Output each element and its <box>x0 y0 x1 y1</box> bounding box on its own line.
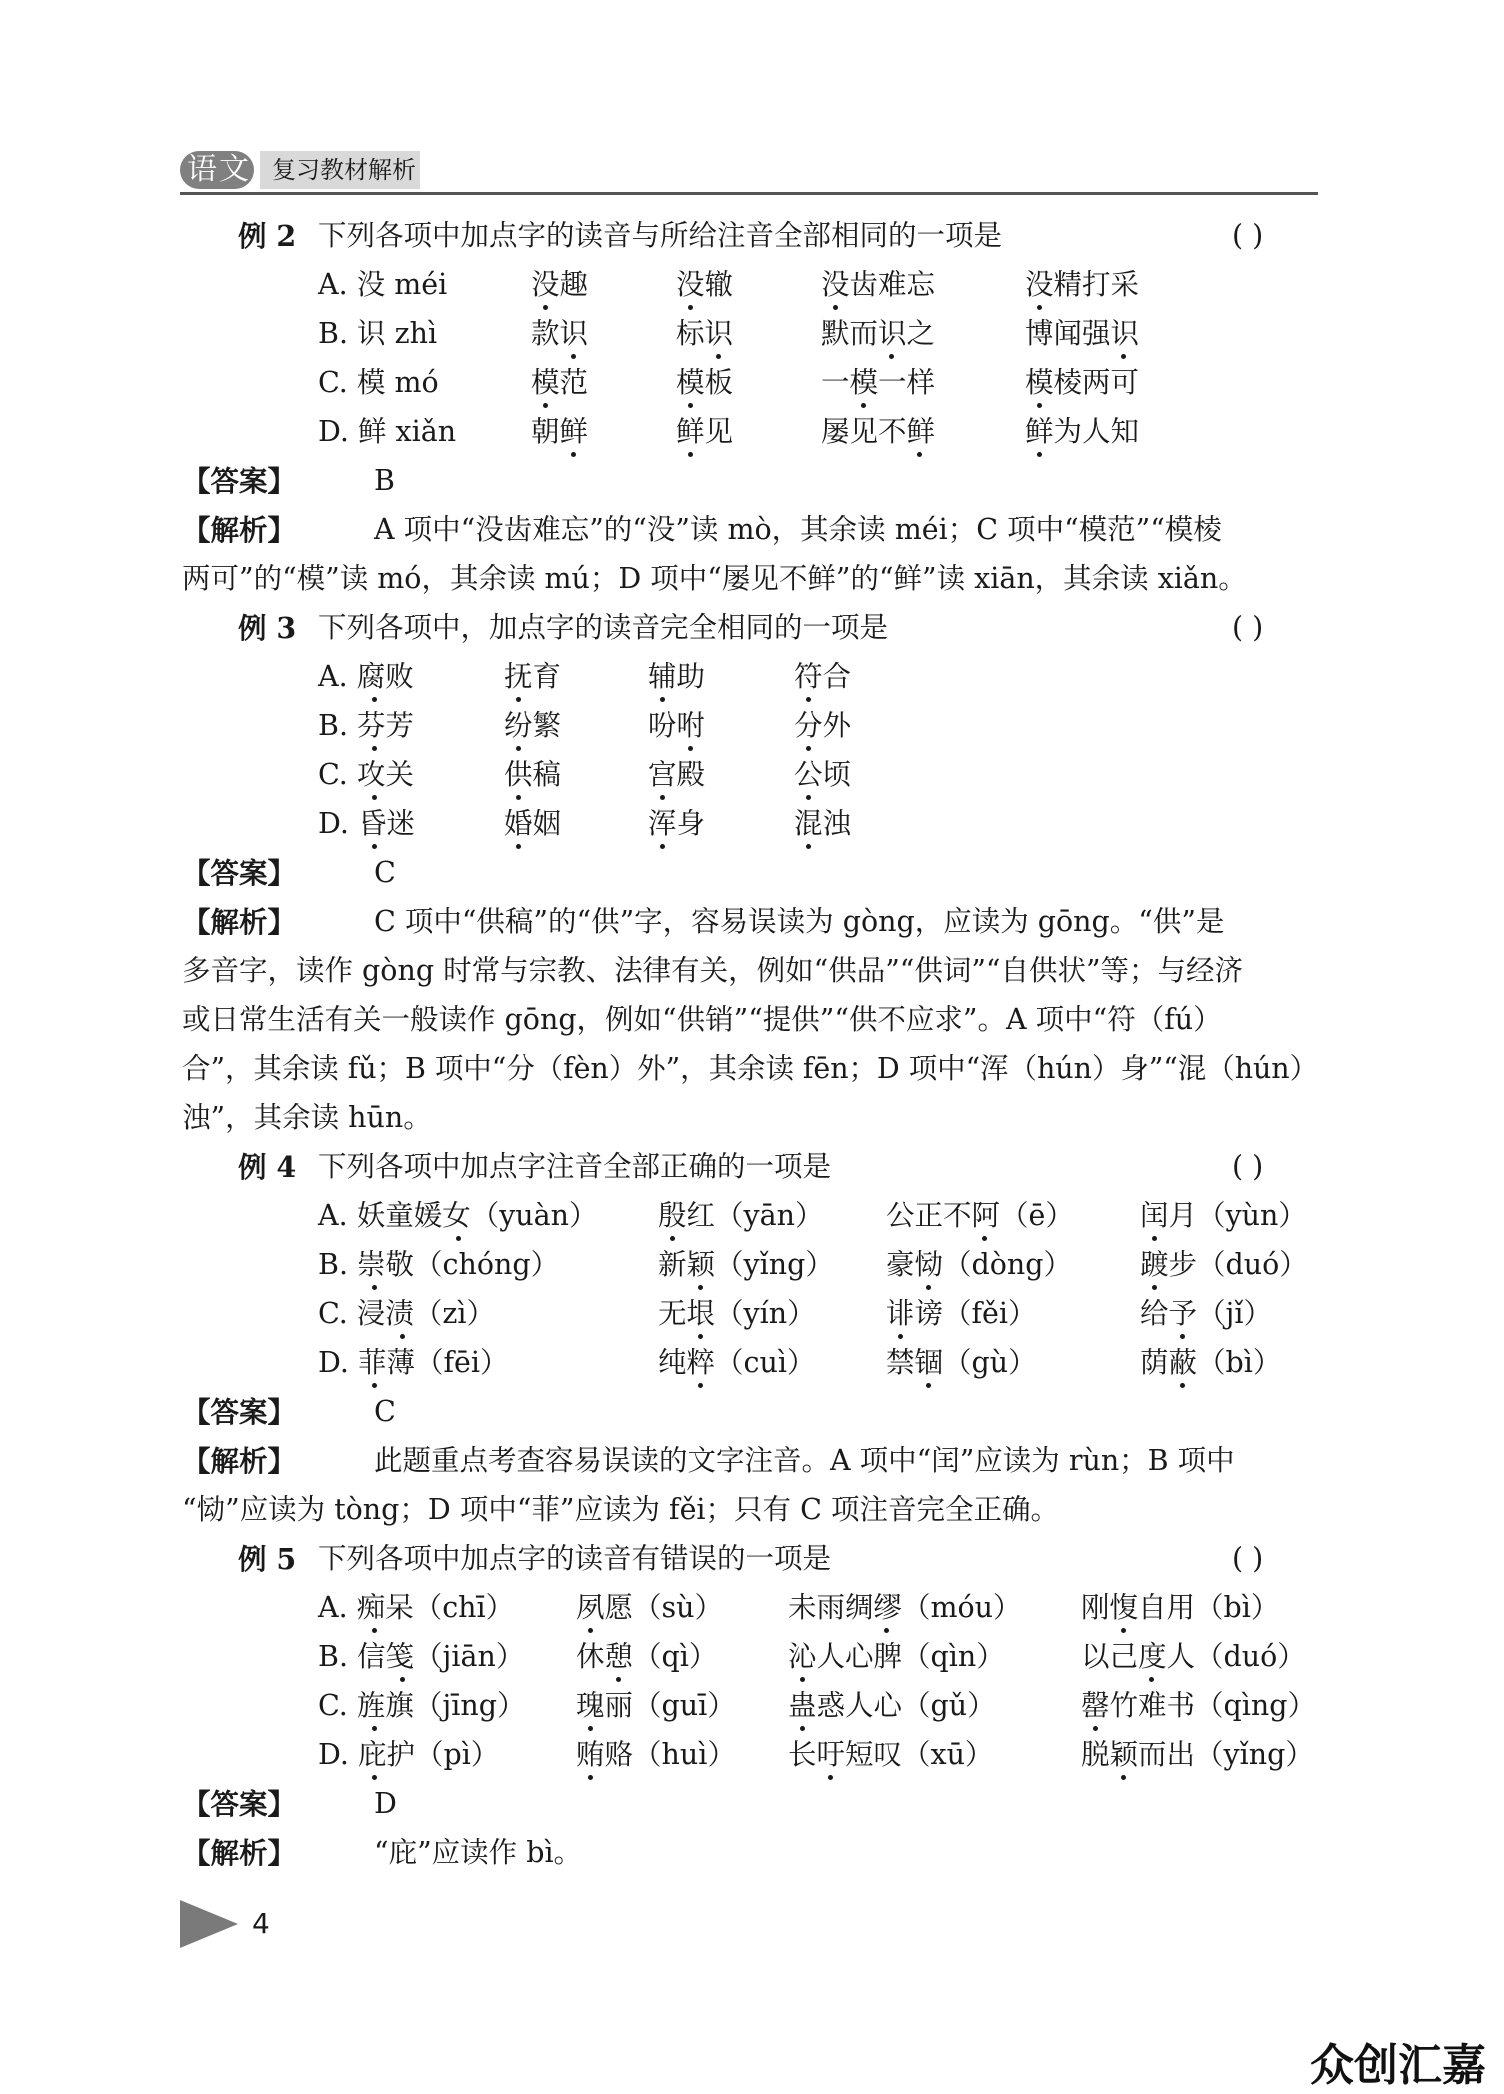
option-cell: 抚育 <box>504 660 562 693</box>
emphasis-dot <box>926 1383 931 1388</box>
analysis-line: 浊”，其余读 hūn。 <box>182 1101 432 1134</box>
option-cell: 一模一样 <box>821 366 936 399</box>
answer-value: C <box>374 856 396 889</box>
option-cell: 未雨绸缪（móu） <box>788 1591 1022 1624</box>
emphasis-dot <box>543 403 548 408</box>
emphasis-dot <box>1180 1383 1185 1388</box>
emphasis-dot <box>898 1334 903 1339</box>
emphasis-dot <box>1037 452 1042 457</box>
option-cell: 新颖（yǐng） <box>658 1248 834 1281</box>
option-b: B. 识 zhì <box>318 317 438 350</box>
option-cell: 荫蔽（bì） <box>1140 1346 1282 1379</box>
emphasis-dot <box>516 697 521 702</box>
emphasis-dot <box>1152 1285 1157 1290</box>
emphasis-dot <box>698 1383 703 1388</box>
option-d: D. 昏迷 <box>318 807 415 840</box>
option-cell: 辅助 <box>648 660 706 693</box>
emphasis-dot <box>1121 354 1126 359</box>
example-label: 例 4 <box>238 1150 297 1184</box>
analysis-line: 两可”的“模”读 mó，其余读 mú；D 项中“屡见不鲜”的“鲜”读 xiān，其余读 xiǎn。 <box>182 562 1247 595</box>
option-cell: 纷繁 <box>504 709 562 742</box>
analysis-line: 此题重点考查容易误读的文字注音。A 项中“闰”应读为 rùn；B 项中 <box>374 1444 1235 1477</box>
emphasis-dot <box>806 746 811 751</box>
emphasis-dot <box>372 1628 377 1633</box>
option-cell: 蛊惑人心（gǔ） <box>788 1689 996 1722</box>
option-d: D. 鲜 xiǎn <box>318 415 457 448</box>
emphasis-dot <box>884 1628 889 1633</box>
emphasis-dot <box>716 354 721 359</box>
option-cell: 给予（jǐ） <box>1140 1297 1272 1330</box>
option-cell: 模范 <box>531 366 589 399</box>
option-c: C. 旌旗（jīng） <box>318 1689 526 1722</box>
option-cell: 公正不阿（ē） <box>886 1199 1074 1232</box>
emphasis-dot <box>660 844 665 849</box>
emphasis-dot <box>806 795 811 800</box>
question-text: 下列各项中加点字注音全部正确的一项是 <box>318 1150 832 1183</box>
emphasis-dot <box>372 1285 377 1290</box>
emphasis-dot <box>660 697 665 702</box>
emphasis-dot <box>588 1726 593 1731</box>
option-cell: 长吁短叹（xū） <box>788 1738 994 1771</box>
emphasis-dot <box>372 697 377 702</box>
option-cell: 闰月（yùn） <box>1140 1199 1307 1232</box>
option-cell: 殷红（yān） <box>658 1199 824 1232</box>
emphasis-dot <box>1037 403 1042 408</box>
option-cell: 没趣 <box>531 268 589 301</box>
option-cell: 刚愎自用（bì） <box>1081 1591 1280 1624</box>
emphasis-dot <box>688 452 693 457</box>
book-title: 复习教材解析 <box>272 156 416 184</box>
emphasis-dot <box>372 1726 377 1731</box>
page-number: 4 <box>252 1907 270 1940</box>
option-cell: 默而识之 <box>821 317 936 350</box>
option-d: D. 庇护（pì） <box>318 1738 500 1771</box>
option-cell: 沁人心脾（qìn） <box>788 1640 1005 1673</box>
analysis-label: 【解析】 <box>182 1444 297 1478</box>
option-cell: 休憩（qì） <box>576 1640 718 1673</box>
answer-value: C <box>374 1395 396 1428</box>
option-cell: 吩咐 <box>648 709 706 742</box>
analysis-line: 合”，其余读 fǔ；B 项中“分（fèn）外”，其余读 fēn；D 项中“浑（hún）身”“混（hún） <box>182 1052 1319 1085</box>
option-cell: 诽谤（fěi） <box>886 1297 1037 1330</box>
option-a: A. 腐败 <box>318 660 414 693</box>
option-cell: 瑰丽（guī） <box>576 1689 736 1722</box>
question-text: 下列各项中加点字的读音有错误的一项是 <box>318 1542 832 1575</box>
option-cell: 浑身 <box>648 807 706 840</box>
analysis-label: 【解析】 <box>182 905 297 939</box>
option-cell: 模板 <box>676 366 734 399</box>
answer-paren: ( ) <box>1232 611 1264 644</box>
option-cell: 没齿难忘 <box>821 268 936 301</box>
emphasis-dot <box>372 1383 377 1388</box>
emphasis-dot <box>372 795 377 800</box>
emphasis-dot <box>516 844 521 849</box>
emphasis-dot <box>456 1236 461 1241</box>
analysis-label: 【解析】 <box>182 1836 297 1870</box>
emphasis-dot <box>571 452 576 457</box>
analysis-label: 【解析】 <box>182 513 297 547</box>
emphasis-dot <box>806 844 811 849</box>
emphasis-dot <box>1121 1628 1126 1633</box>
emphasis-dot <box>688 305 693 310</box>
emphasis-dot <box>1121 1775 1126 1780</box>
analysis-line: C 项中“供稿”的“供”字，容易误读为 gòng，应读为 gōng。“供”是 <box>374 905 1225 938</box>
emphasis-dot <box>660 795 665 800</box>
option-b: B. 信笺（jiān） <box>318 1640 525 1673</box>
emphasis-dot <box>926 1285 931 1290</box>
emphasis-dot <box>372 746 377 751</box>
page-arrow-icon <box>180 1900 238 1948</box>
emphasis-dot <box>588 1775 593 1780</box>
option-cell: 朝鲜 <box>531 415 589 448</box>
option-cell: 屡见不鲜 <box>821 415 936 448</box>
emphasis-dot <box>1180 1334 1185 1339</box>
example-label: 例 2 <box>238 219 297 253</box>
option-cell: 夙愿（sù） <box>576 1591 723 1624</box>
emphasis-dot <box>372 844 377 849</box>
option-b: B. 崇敬（chóng） <box>318 1248 560 1281</box>
emphasis-dot <box>1149 1677 1154 1682</box>
answer-paren: ( ) <box>1232 219 1264 252</box>
analysis-line: “恸”应读为 tòng；D 项中“菲”应读为 fěi；只有 C 项注音完全正确。 <box>182 1493 1059 1526</box>
option-cell: 罄竹难书（qìng） <box>1081 1689 1316 1722</box>
option-cell: 鲜见 <box>676 415 734 448</box>
option-c: C. 攻关 <box>318 758 414 791</box>
question-text: 下列各项中加点字的读音与所给注音全部相同的一项是 <box>318 219 1003 252</box>
emphasis-dot <box>400 1334 405 1339</box>
option-cell: 模棱两可 <box>1025 366 1140 399</box>
answer-label: 【答案】 <box>182 856 297 890</box>
option-cell: 纯粹（cuì） <box>658 1346 816 1379</box>
example-label: 例 3 <box>238 611 297 645</box>
option-cell: 鲜为人知 <box>1025 415 1140 448</box>
option-cell: 款识 <box>531 317 589 350</box>
emphasis-dot <box>833 305 838 310</box>
emphasis-dot <box>698 1285 703 1290</box>
emphasis-dot <box>543 305 548 310</box>
emphasis-dot <box>917 452 922 457</box>
subject-label: 语文 <box>187 152 251 187</box>
option-cell: 符合 <box>794 660 852 693</box>
emphasis-dot <box>1152 1236 1157 1241</box>
option-cell: 没精打采 <box>1025 268 1140 301</box>
analysis-line: 或日常生活有关一般读作 gōng，例如“供销”“提供”“供不应求”。A 项中“符（fú） <box>182 1003 1222 1036</box>
emphasis-dot <box>889 354 894 359</box>
option-a: A. 痴呆（chī） <box>318 1591 515 1624</box>
answer-label: 【答案】 <box>182 464 297 498</box>
option-cell: 供稿 <box>504 758 562 791</box>
option-c: C. 模 mó <box>318 366 439 399</box>
option-b: B. 芬芳 <box>318 709 415 742</box>
option-cell: 无垠（yín） <box>658 1297 816 1330</box>
emphasis-dot <box>688 746 693 751</box>
emphasis-dot <box>670 1236 675 1241</box>
answer-paren: ( ) <box>1232 1542 1264 1575</box>
emphasis-dot <box>400 1677 405 1682</box>
option-cell: 婚姻 <box>504 807 562 840</box>
answer-label: 【答案】 <box>182 1395 297 1429</box>
question-text: 下列各项中，加点字的读音完全相同的一项是 <box>318 611 889 644</box>
option-c: C. 浸渍（zì） <box>318 1297 496 1330</box>
option-cell: 没辙 <box>676 268 734 301</box>
example-label: 例 5 <box>238 1542 297 1576</box>
analysis-line: A 项中“没齿难忘”的“没”读 mò，其余读 méi；C 项中“模范”“模棱 <box>374 513 1222 546</box>
option-cell: 以己度人（duó） <box>1081 1640 1306 1673</box>
analysis-line: 多音字，读作 gòng 时常与宗教、法律有关，例如“供品”“供词”“自供状”等；与经济 <box>182 954 1244 987</box>
emphasis-dot <box>588 1628 593 1633</box>
emphasis-dot <box>516 795 521 800</box>
option-a: A. 没 méi <box>318 268 448 301</box>
emphasis-dot <box>1037 305 1042 310</box>
emphasis-dot <box>800 1726 805 1731</box>
watermark: 众创汇嘉 <box>1310 2040 1486 2091</box>
analysis-line: “庇”应读作 bì。 <box>374 1836 583 1869</box>
option-cell: 豪恸（dòng） <box>886 1248 1073 1281</box>
option-cell: 公顷 <box>794 758 852 791</box>
emphasis-dot <box>828 1775 833 1780</box>
emphasis-dot <box>982 1236 987 1241</box>
emphasis-dot <box>688 403 693 408</box>
emphasis-dot <box>516 746 521 751</box>
emphasis-dot <box>372 1775 377 1780</box>
option-cell: 混浊 <box>794 807 852 840</box>
option-d: D. 菲薄（fēi） <box>318 1346 509 1379</box>
emphasis-dot <box>616 1677 621 1682</box>
answer-paren: ( ) <box>1232 1150 1264 1183</box>
emphasis-dot <box>698 1334 703 1339</box>
option-cell: 脱颖而出（yǐng） <box>1081 1738 1314 1771</box>
emphasis-dot <box>1093 1726 1098 1731</box>
emphasis-dot <box>800 1677 805 1682</box>
answer-label: 【答案】 <box>182 1787 297 1821</box>
option-cell: 踱步（duó） <box>1140 1248 1308 1281</box>
header-rule <box>180 192 1318 195</box>
emphasis-dot <box>806 697 811 702</box>
option-a: A. 妖童媛女（yuàn） <box>318 1199 598 1232</box>
emphasis-dot <box>861 403 866 408</box>
answer-value: D <box>374 1787 397 1820</box>
option-cell: 宫殿 <box>648 758 706 791</box>
emphasis-dot <box>571 354 576 359</box>
answer-value: B <box>374 464 395 497</box>
option-cell: 禁锢（gù） <box>886 1346 1037 1379</box>
option-cell: 博闻强识 <box>1025 317 1140 350</box>
option-cell: 贿赂（huì） <box>576 1738 736 1771</box>
option-cell: 标识 <box>676 317 734 350</box>
option-cell: 分外 <box>794 709 852 742</box>
